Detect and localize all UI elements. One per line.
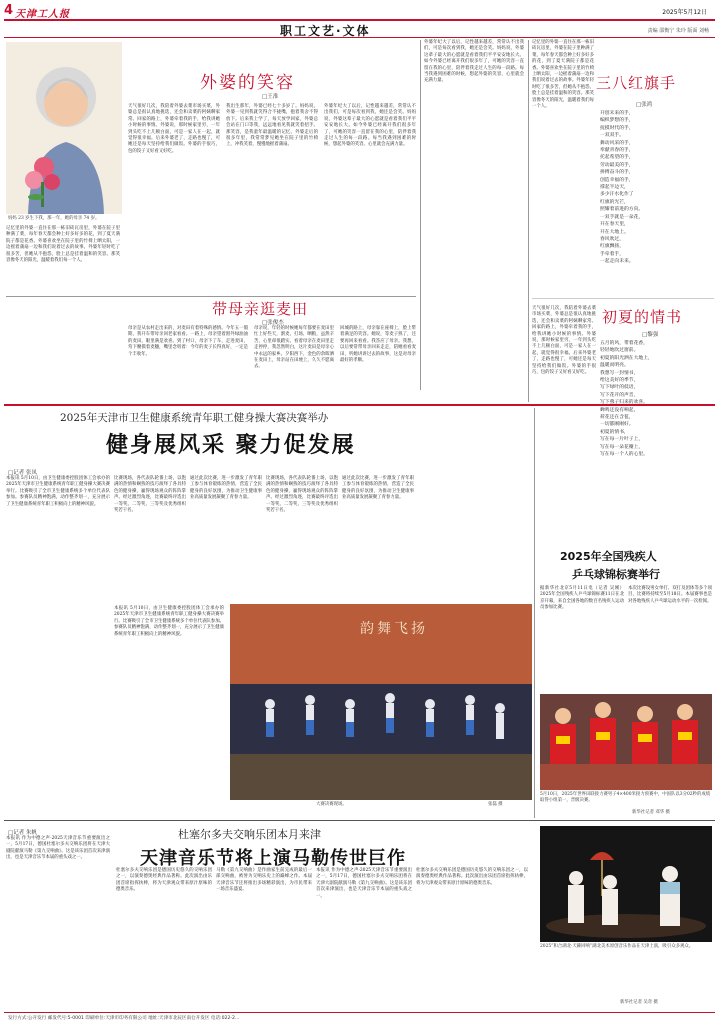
stage-banner: 韵舞飞扬 [360,621,428,637]
pingpong-col1: 据新华社北京5月11日电（记者 吴刚）2025年全国残疾人乒乓球锦标赛11日在北京开幕，来自全国各地的数百名残疾人运动员参加比赛。 [540,586,624,611]
fitness-col1: 本报讯 5月10日，由卫生健康委控股团体工会承办的2025年天津市卫生健康系统青年职工健身操大赛决赛举行。比赛吸引了全市卫生健康系统多个单位代表队参加。参赛队员精神饱满，动作整齐划一，充分展示了卫生健康系统青年职工积极向上的精神风貌。 [6,476,110,507]
poem2-byline: □黎强 [642,332,659,338]
music-byline: □记者 朱帆 [8,830,37,836]
footer-text: 发行方式:公开发行 邮发代号:5-0001 印刷单位:天津市印务有限公司 地址:天津市北辰区南仓开发区 电话:022-2... [8,1016,240,1021]
sprint-photo [540,694,712,790]
music-col1: 本报讯 作为中德之声·2025天津音乐节重要演出之一，5月17日，德国杜塞尔多夫交响乐团将在天津大剧院献演马勒《第九交响曲》。这是该乐团首次来津演出，也是天津音乐节本届的重头戏之一。 [6,836,110,861]
poem-separator [532,298,714,299]
opera-photo [540,826,712,942]
sports-divider [534,408,535,818]
essay2-col1: 母亲是从农村走出来的，对麦田有着特殊的感情。今年五一假期，我开车带母亲回老家看看。一路上，母亲望着窗外绿油油的麦田，眼里满是欢喜。到了村口，母亲下了车，走进麦田，弯下腰摸着麦穗，嘴里念叨着：今年的麦子长得真好，一定是个丰收年。 [128,326,248,357]
essay1-col4: 外婆年纪大了以后，记性越来越差，常常认不出我们，可是每次看到我，她还是会笑。妈妈说，外婆这辈子最大的心愿就是看着我们平平安安地长大。如今外婆已经离开我们很多年了，可她的笑容一直留在我的心里，陪伴着我走过人生的每一段路。每当我遇到困难的时候，想起外婆的笑容，心里就会充满力量。 [324,104,416,148]
paper-name: 天津工人报 [15,9,70,20]
opera-stage-illustration [540,826,712,942]
column-divider [420,40,421,390]
essay1-byline: □王淮 [262,94,279,100]
essay-illustration [6,42,122,214]
fitness-title: 健身展风采 聚力促发展 [106,433,356,458]
pingpong-title-1: 2025年全国残疾人 [560,550,657,563]
sprint-photographer: 新华社记者 邓华 摄 [632,810,670,815]
music-title: 天津音乐节将上演马勒传世巨作 [140,848,406,869]
music-rule [4,820,715,821]
sprint-photo-caption: 5月10日，2025年世界田联接力赛男子4×400米接力预赛中，中国队以3分02秒的成绩取得小组第一，晋级决赛。 [540,792,711,803]
poem1-body: 开创未来的手， 编织梦想的手， 抚摸时代的手， 一双双手。 舞动风采的手， 奉献青春的手， 托起希望的手， 劳动最美的手， 拼搏奋斗的手， 创造幸福的手， 撑起半边天， 多少汗水化作了 红旗的光芒， 照耀着前进的方向。 一双手就是一朵花， 开在春天里， 开在大地上。 春风吹过， 红旗飘扬， 手牵着手， 一起走向未来。 [600,111,644,265]
music-col5: 杜塞尔多夫交响乐团是德国历史悠久的交响乐团之一，以演奏德奥经典作品著称。此次演出由乐团首席指挥执棒，将为天津观众带来原汁原味的德奥音乐。 [416,868,528,886]
poem1-byline: □张鸿 [636,102,653,108]
section-title: 职工文艺·文体 [280,24,371,38]
pingpong-title-2: 乒乓球锦标赛举行 [572,568,660,581]
poem1-title: 三八红旗手 [596,74,677,92]
essay1-col5: 外婆年纪大了以后，记性越来越差，常常认不出我们，可是每次看到我，她还是会笑。妈妈说，外婆这辈子最大的心愿就是看着我们平平安安地长大。如今外婆已经离开我们很多年了，可她的笑容一直留在我的心里，陪伴着我走过人生的每一段路。每当我遇到困难的时候，想起外婆的笑容，心里就会充满力量。 [424,40,524,84]
fitness-col6: 本报讯 5月10日，由卫生健康委控股团体工会承办的2025年天津市卫生健康系统青年职工健身操大赛决赛举行。比赛吸引了全市卫生健康系统多个单位代表队参加。参赛队员精神饱满，动作整齐划一，充分展示了卫生健康系统青年职工积极向上的精神风貌。 [114,606,224,637]
essay1-col2: 天气很好几次，我陪着外婆去菜市场买菜，外婆总是很认真地挑选，还会和卖菜的阿姨聊家常。回家的路上，外婆牵着我的手，给我讲她小时候的事情。外婆说，那时候家里穷，一年到头吃不上几顿白面，可是一家人在一起，就觉得很幸福。后来外婆老了，走路也慢了，可她还是每天坚持给我们做饭。外婆的手很巧，包的饺子又好看又好吃。 [128,104,220,154]
opera-photographer: 新华社记者 吴奇 摄 [620,1000,658,1005]
essay2-byline: □张俊杰 [262,320,284,326]
essay2-title: 带母亲逛麦田 [212,300,309,318]
essay2-rule [6,296,416,297]
lower-rule [4,404,715,406]
music-col4: 本报讯 作为中德之声·2025天津音乐节重要演出之一，5月17日，德国杜塞尔多夫交响乐团将在天津大剧院献演马勒《第九交响曲》。这是该乐团首次来津演出，也是天津音乐节本届的重头戏之一。 [316,868,412,899]
fitness-kicker: 2025年天津市卫生健康系统青年职工健身操大赛决赛举办 [60,412,329,424]
fitness-col4: 比赛现场，各代表队轮番上场，以饱满的热情和娴熟的技巧演绎了各具特色的健身操，赢得现场观众的阵阵掌声。经过激烈角逐，比赛最终评选出一等奖、二等奖、三等奖及优秀组织奖若干名。 [266,476,338,514]
grandmother-illustration [6,42,122,214]
essay1-title: 外婆的笑容 [200,73,295,93]
masthead-rule [4,19,715,21]
music-col2: 杜塞尔多夫交响乐团是德国历史悠久的交响乐团之一，以演奏德奥经典作品著称。此次演出由乐团首席指挥执棒，将为天津观众带来原汁原味的德奥音乐。 [116,868,212,893]
fitness-col2: 比赛现场，各代表队轮番上场，以饱满的热情和娴熟的技巧演绎了各具特色的健身操，赢得现场观众的阵阵掌声。经过激烈角逐，比赛最终评选出一等奖、二等奖、三等奖及优秀组织奖若干名。 [114,476,186,514]
fitness-photographer: 张磊 摄 [488,802,503,807]
opera-photo-caption: 2025“和合湖北·天籁回响”湖北美术原创音乐作品在天津上演，吸引众多观众。 [540,944,694,949]
fitness-col5: 通过此次比赛，进一步激发了青年职工参与体育锻炼的热情，营造了全民健身的良好氛围，为推动卫生健康事业高质量发展凝聚了青春力量。 [342,476,414,501]
fitness-photo [230,604,532,800]
pingpong-col2: 本次比赛设男女单打、双打及团体等多个项目，比赛将持续至5月18日。本届赛事也是对各地残疾人乒乓球运动水平的一次检阅。 [628,586,712,604]
essay-illustration-caption: 妈妈 23 岁生下我，那一年，她的母亲 74 岁。 [8,216,100,221]
essay1-col6: 记忆里的外婆一直住在那一栋旧砖瓦房里，外婆在院子里种满了菜，每年春天都会种上好多好多的花，到了夏天满院子都是花香。外婆喜欢坐在院子里的竹椅上晒太阳，一边摇着蒲扇一边和我们说着过去的故事。外婆年轻时吃了很多苦，但她从不抱怨，脸上总是挂着温和的笑容。那笑容像冬天的阳光，温暖着我们每一个人。 [532,40,594,110]
essay2-col3: 回城的路上，母亲靠在座椅上，脸上带着满足的笑容。她说，等麦子熟了，还要再回来看看。我答应了母亲。我想，以后要常带母亲回来走走，陪她看看麦田，听她讲讲过去的故事，这是对母亲最好的孝顺。 [340,326,416,364]
essay2-col2: 母亲说，年轻的时候她每年都要在麦田里忙上好些天，割麦、打场、晒粮，虽然辛苦，心里却很踏实。看着母亲在麦田里走走停停，我忽然明白，这片麦田是母亲心中永远的家乡。夕阳西下，金色的余晖洒在麦田上，母亲站在田埂上，久久不愿离去。 [254,326,334,370]
issue-date: 2025年5月12日 [662,9,707,16]
editors-line: 责编 邵衡宁 朱玲 版面 刘畅 [647,28,709,34]
fitness-byline: □记者 张凤 [8,470,37,476]
essay1-col7: 天气很好几次，我陪着外婆去菜市场买菜，外婆总是很认真地挑选，还会和卖菜的阿姨聊家常。回家的路上，外婆牵着我的手，给我讲她小时候的事情。外婆说，那时候家里穷，一年到头吃不上几顿白面，可是一家人在一起，就觉得很幸福。后来外婆老了，走路也慢了，可她还是每天坚持给我们做饭。外婆的手很巧，包的饺子又好看又好吃。 [532,306,596,376]
poem2-title: 初夏的情书 [602,308,683,326]
poem-divider [528,40,529,402]
footer-rule [4,1012,715,1013]
section-rule [4,37,715,38]
masthead [4,4,715,18]
fitness-col3: 通过此次比赛，进一步激发了青年职工参与体育锻炼的热情，营造了全民健身的良好氛围，为推动卫生健康事业高质量发展凝聚了青春力量。 [190,476,262,501]
poem2-body: 五月的风，带着花香， 轻轻地吹过窗前。 初夏的阳光洒在大地上， 温暖而明亮。 我想写一封情书， 给这美好的季节， 写下绿叶的低语， 写下花开的声音， 写下燕子归来的欢喜。 蝉鸣还没有响起， 荷花还在含苞， 一切都刚刚好。 初夏的情书， 写在每一片叶子上， 写在每一朵花瓣上， 写在每一个人的心里。 [600,341,653,458]
music-kicker: 杜塞尔多夫交响乐团本月来津 [178,828,321,841]
essay1-col1: 记忆里的外婆一直住在那一栋旧砖瓦房里，外婆在院子里种满了菜，每年春天都会种上好多好多的花，到了夏天满院子都是花香。外婆喜欢坐在院子里的竹椅上晒太阳，一边摇着蒲扇一边和我们说着过去的故事。外婆年轻时吃了很多苦，但她从不抱怨，脸上总是挂着温和的笑容。那笑容像冬天的阳光，温暖着我们每一个人。 [6,226,120,264]
fitness-photo-caption: 大赛决赛现场。 [316,802,347,807]
page-number: 4 [4,3,14,18]
music-col3: 马勒《第九交响曲》是作曲家生前完成的最后一部交响曲，被誉为交响乐史上的巅峰之作。本届天津音乐节还将推出多场精彩演出，为市民带来一场音乐盛宴。 [216,868,312,893]
relay-runners-illustration [540,694,712,790]
essay1-col3: 我出生那年，外婆已经七十多岁了。妈妈说，外婆一见到我就笑得合不拢嘴，抱着我舍不得放下。后来我上学了，每天放学回家，外婆总会站在门口等我，远远地看见我就笑着招手。那笑容，是我童年最温暖的记忆。外婆走后的很多年里，我常常梦见她坐在院子里的竹椅上，冲我笑着，慢慢地摇着蒲扇。 [226,104,318,148]
